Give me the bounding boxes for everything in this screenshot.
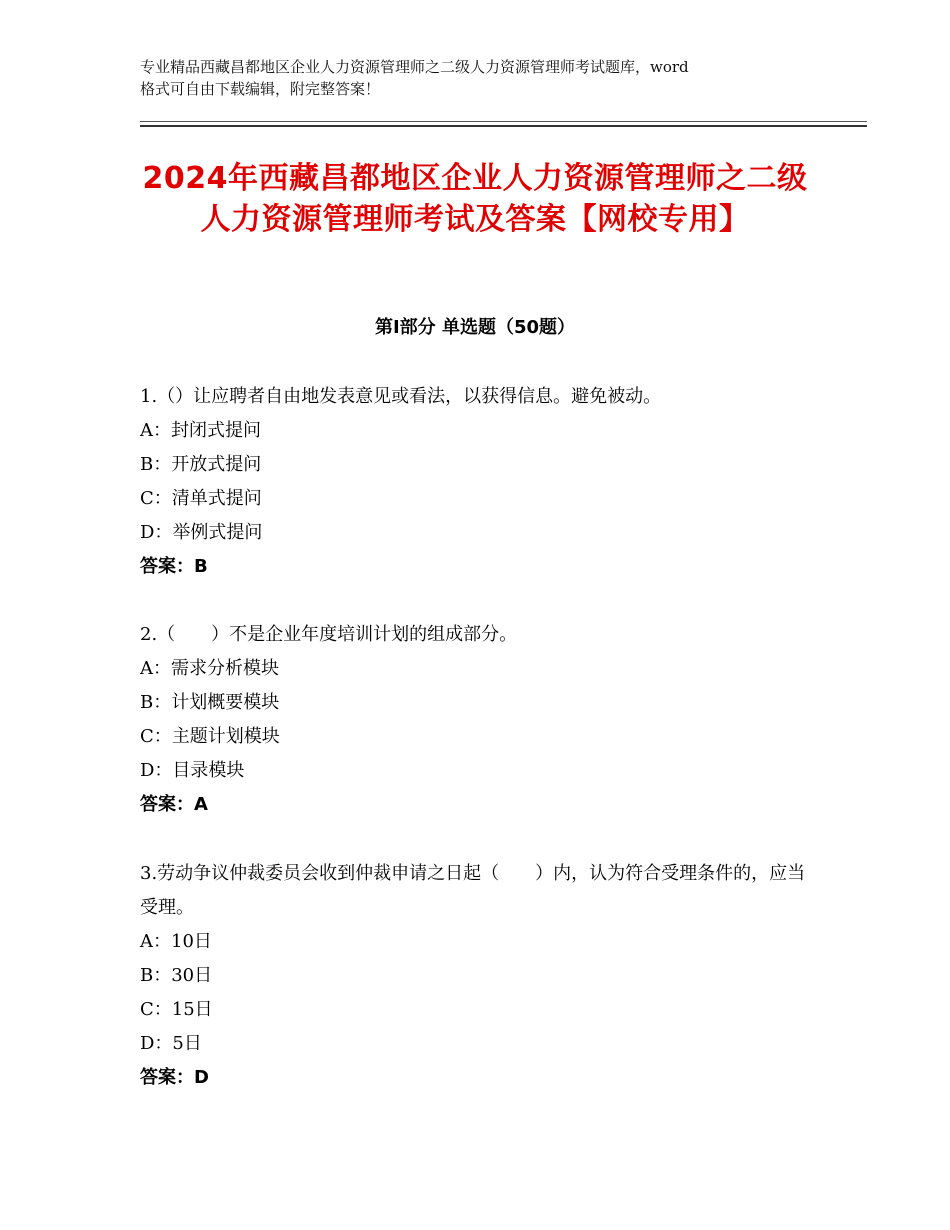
question-1 xyxy=(140,380,810,584)
answer: 答案：A xyxy=(140,794,208,815)
option-a: A：封闭式提问 xyxy=(140,420,261,441)
option-a: A：需求分析模块 xyxy=(140,658,279,679)
question-text: 3.劳动争议仲裁委员会收到仲裁申请之日起（ ）内，认为符合受理条件的，应当受理。 xyxy=(140,863,806,918)
document-title: 2024年西藏昌都地区企业人力资源管理师之二级人力资源管理师考试及答案【网校专用】 xyxy=(142,161,808,237)
option-b: B：开放式提问 xyxy=(140,454,262,475)
question-2 xyxy=(140,618,810,822)
option-c: C：15日 xyxy=(140,999,213,1020)
question-text: 2.（ ）不是企业年度培训计划的组成部分。 xyxy=(140,624,518,645)
option-d: D：5日 xyxy=(140,1033,202,1054)
option-d: D：目录模块 xyxy=(140,760,245,781)
question-text: 1.（）让应聘者自由地发表意见或看法，以获得信息。避免被动。 xyxy=(140,386,662,407)
header-note: 专业精品西藏昌都地区企业人力资源管理师之二级人力资源管理师考试题库，word 格式可自由下载编辑，附完整答案！ xyxy=(140,58,689,98)
option-c: C：清单式提问 xyxy=(140,488,262,509)
section-heading: 第Ⅰ部分 单选题（50题） xyxy=(374,317,575,338)
option-b: B：计划概要模块 xyxy=(140,692,280,713)
option-a: A：10日 xyxy=(140,931,212,952)
header-rule-thick xyxy=(140,125,867,127)
answer: 答案：B xyxy=(140,556,208,577)
answer: 答案：D xyxy=(140,1067,209,1088)
option-d: D：举例式提问 xyxy=(140,522,263,543)
header-rule-thin xyxy=(140,121,867,122)
question-3 xyxy=(140,857,810,1095)
option-c: C：主题计划模块 xyxy=(140,726,280,747)
option-b: B：30日 xyxy=(140,965,213,986)
